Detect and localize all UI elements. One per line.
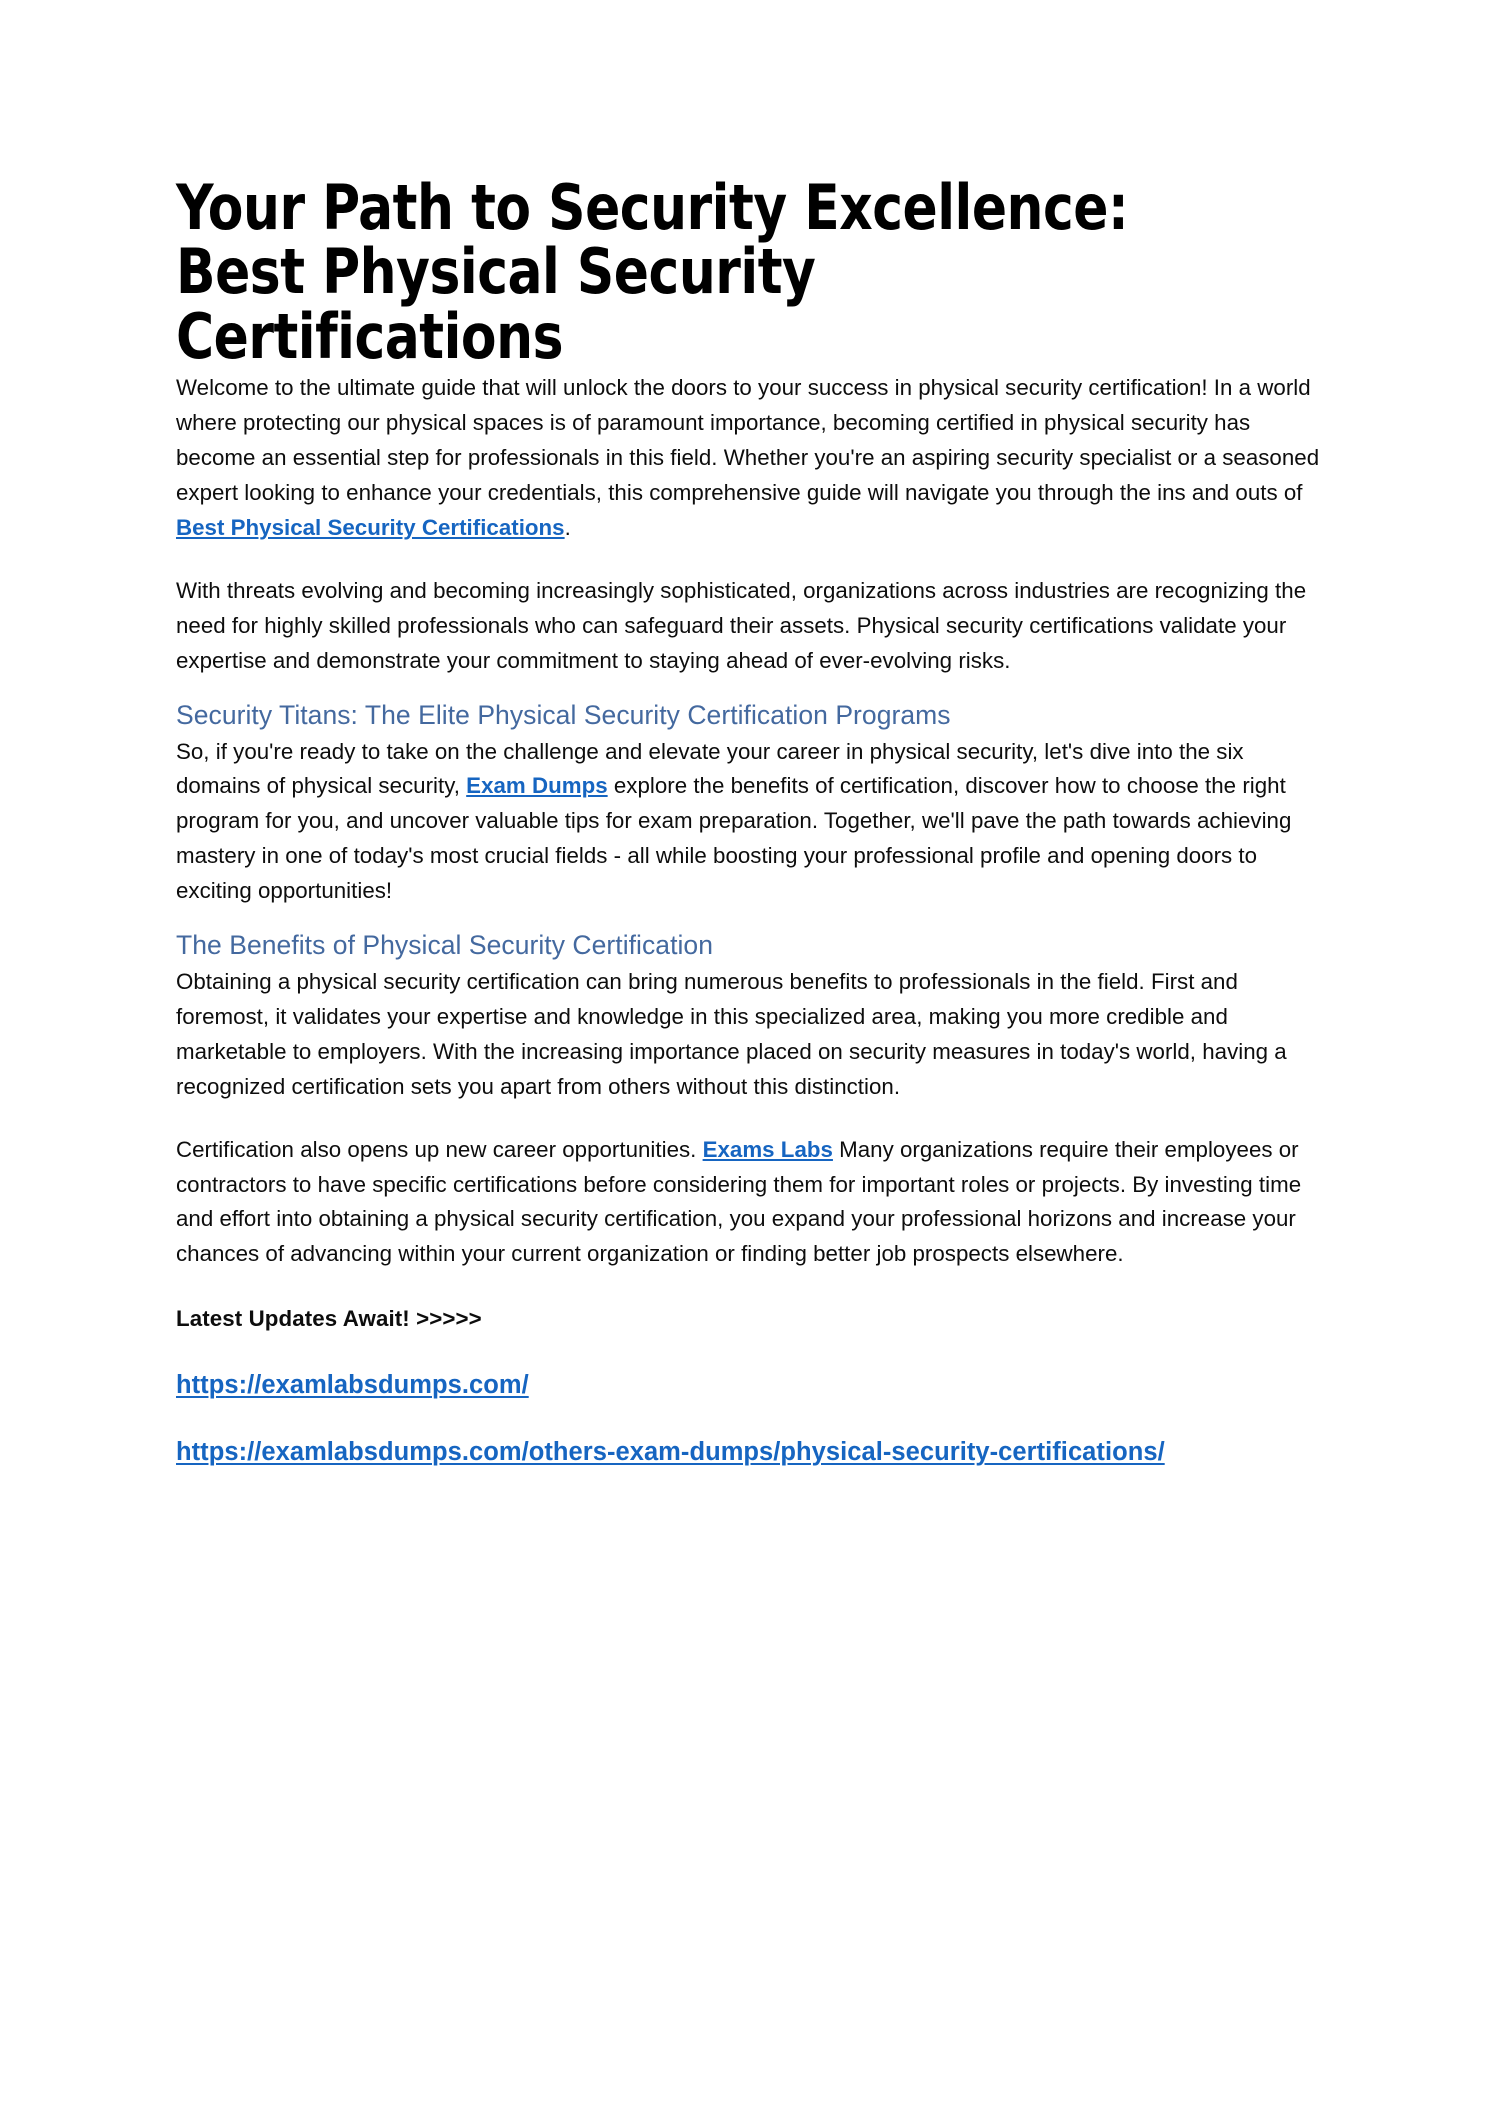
paragraph-titans-text-after: explore the benefits of certification, discover how to choose the right program for you, and uncover valuable tips for exam preparation. Together, we'll pave the path towards achieving mastery in one of today's most crucial fields - all while boosting your professional profile and opening doors to exciting opportunities! <box>176 773 1292 904</box>
paragraph-career-opportunities <box>176 1133 1324 1273</box>
url-block-article <box>176 1434 1324 1471</box>
paragraph-intro <box>176 371 1324 545</box>
page-title-line-1: Your Path to Security Excellence: <box>176 171 1129 244</box>
paragraph-benefits: Obtaining a physical security certification can bring numerous benefits to professionals in the field. First and foremost, it validates your expertise and knowledge in this specialized area, making you more credible and marketable to employers. With the increasing importance placed on security measures in today's world, having a recognized certification sets you apart from others without this distinction. <box>176 969 1287 1099</box>
paragraph-career-text-before: Certification also opens up new career opportunities. <box>176 1136 703 1162</box>
link-exams-labs[interactable]: Exams Labs <box>702 1136 833 1162</box>
link-best-physical-security-certifications[interactable]: Best Physical Security Certifications <box>176 514 565 540</box>
heading-benefits-of-certification: The Benefits of Physical Security Certification <box>176 930 713 961</box>
paragraph-titans-text-before: So, if you're ready to take on the challenge and elevate your career in physical security, let's dive into the six domains of physical security, <box>176 738 1244 799</box>
page-title-line-3: Certifications <box>176 299 564 373</box>
paragraph-intro-text-after: . <box>564 514 571 540</box>
url-block-home <box>176 1367 1324 1404</box>
paragraph-threats-evolving: With threats evolving and becoming increasingly sophisticated, organizations across industries are recognizing the need for highly skilled professionals who can safeguard their assets. Physical security certifications validate your expertise and demonstrate your commitment to staying ahead of ever-evolving risks. <box>176 577 1307 673</box>
link-exam-dumps[interactable]: Exam Dumps <box>466 773 608 799</box>
paragraph-career-text-after: Many organizations require their employees or contractors to have specific certifications before considering them for important roles or projects. By investing time and effort into obtaining a physical security certification, you expand your professional horizons and increase your chances of advancing within your current organization or finding better job prospects elsewhere. <box>176 1136 1302 1267</box>
page-title-line-2: Best Physical Security <box>176 235 816 309</box>
paragraph-intro-text-before: Welcome to the ultimate guide that will unlock the doors to your success in physical security certification! In a world where protecting our physical spaces is of paramount importance, becoming certified in physical security has become an essential step for professionals in this field. Whether you're an aspiring security specialist or a seasoned expert looking to enhance your credentials, this comprehensive guide will navigate you through the ins and outs of <box>176 375 1320 506</box>
document-content <box>176 171 1324 1471</box>
link-examlabsdumps-article[interactable]: https://examlabsdumps.com/others-exam-dumps/physical-security-certifications/ <box>176 1438 1165 1467</box>
callout-latest-updates: Latest Updates Await! >>>>> <box>176 1306 482 1332</box>
link-examlabsdumps-home[interactable]: https://examlabsdumps.com/ <box>176 1371 529 1400</box>
heading-security-titans: Security Titans: The Elite Physical Security Certification Programs <box>176 699 951 730</box>
paragraph-security-titans <box>176 735 1324 909</box>
page-title <box>176 171 1190 373</box>
